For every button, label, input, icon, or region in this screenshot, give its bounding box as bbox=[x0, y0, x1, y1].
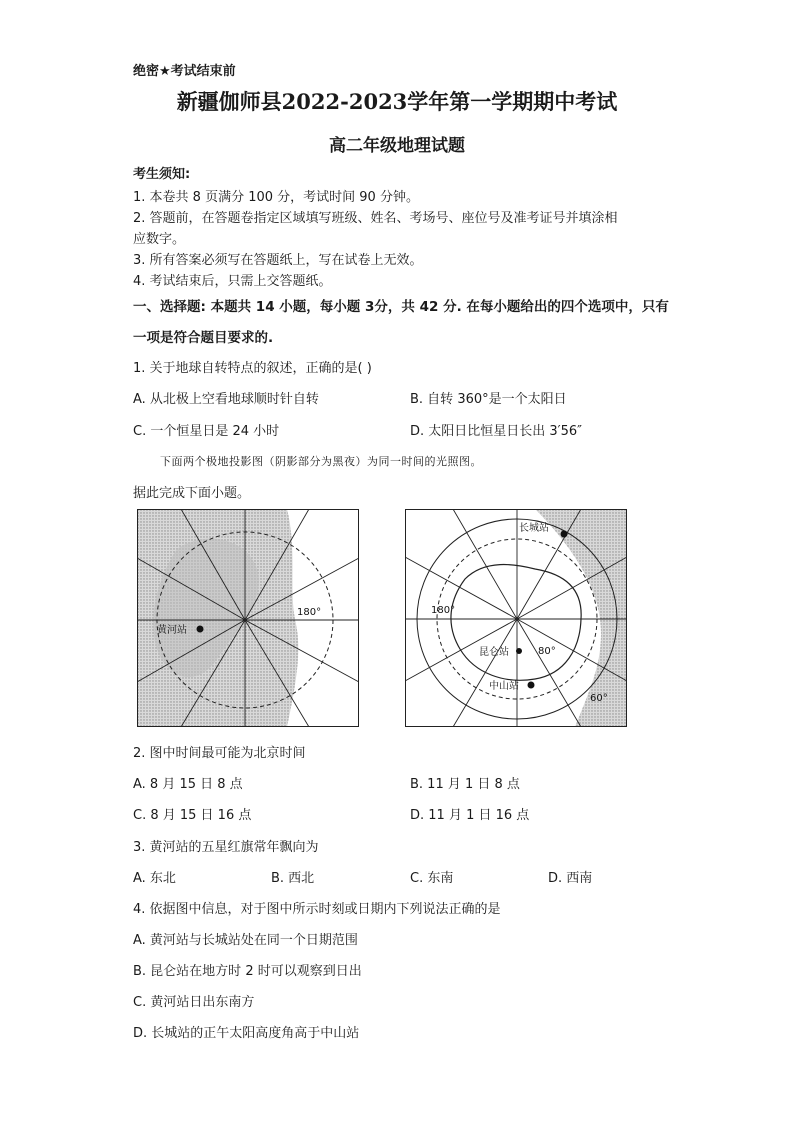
map-label-80: 80° bbox=[538, 646, 556, 657]
q2-option-a: A. 8 月 15 日 8 点 bbox=[133, 777, 243, 792]
map-label-180: 180° bbox=[297, 607, 322, 618]
q1-option-c: C. 一个恒星日是 24 小时 bbox=[133, 424, 280, 439]
station-zhongshan-label: 中山站 bbox=[489, 681, 519, 692]
q1-option-a: A. 从北极上空看地球顺时针自转 bbox=[133, 392, 319, 407]
intro-instruction: 据此完成下面小题。 bbox=[133, 486, 251, 501]
q2-option-c: C. 8 月 15 日 16 点 bbox=[133, 808, 252, 823]
q2-stem: 2. 图中时间最可能为北京时间 bbox=[133, 746, 306, 761]
notice-item: 2. 答题前，在答题卷指定区域填写班级、姓名、考场号、座位号及准考证号并填涂相 bbox=[133, 211, 618, 226]
map-label-180: 180° bbox=[431, 605, 456, 616]
q3-option-d: D. 西南 bbox=[548, 871, 593, 886]
q3-option-b: B. 西北 bbox=[271, 871, 315, 886]
intro-text: 下面两个极地投影图（阴影部分为黑夜）为同一时间的光照图。 bbox=[160, 455, 482, 468]
q3-option-a: A. 东北 bbox=[133, 871, 176, 886]
station-huanghe-marker bbox=[197, 626, 204, 633]
q2-option-d: D. 11 月 1 日 16 点 bbox=[410, 808, 530, 823]
q4-option-c: C. 黄河站日出东南方 bbox=[133, 995, 255, 1010]
section-heading-cont: 一项是符合题目要求的. bbox=[133, 330, 274, 346]
q3-stem: 3. 黄河站的五星红旗常年飘向为 bbox=[133, 840, 319, 855]
notice-heading: 考生须知: bbox=[133, 167, 191, 182]
map-label-60: 60° bbox=[590, 693, 608, 704]
q2-option-b: B. 11 月 1 日 8 点 bbox=[410, 777, 520, 792]
exam-title: 新疆伽师县2022-2023学年第一学期期中考试 bbox=[176, 89, 618, 114]
north-polar-map bbox=[137, 509, 359, 727]
q4-option-b: B. 昆仑站在地方时 2 时可以观察到日出 bbox=[133, 964, 362, 979]
q3-option-c: C. 东南 bbox=[410, 871, 454, 886]
notice-item: 4. 考试结束后，只需上交答题纸。 bbox=[133, 274, 332, 289]
q4-option-d: D. 长城站的正午太阳高度角高于中山站 bbox=[133, 1026, 360, 1041]
notice-item: 1. 本卷共 8 页满分 100 分，考试时间 90 分钟。 bbox=[133, 190, 419, 205]
notice-item: 应数字。 bbox=[133, 232, 186, 247]
station-zhongshan-marker bbox=[528, 682, 535, 689]
section-heading: 一、选择题: 本题共 14 小题，每小题 3分，共 42 分. 在每小题给出的四个选项中，只有 bbox=[133, 299, 669, 315]
south-polar-map bbox=[405, 509, 627, 727]
station-kunlun-marker bbox=[516, 648, 522, 654]
q4-option-a: A. 黄河站与长城站处在同一个日期范围 bbox=[133, 933, 358, 948]
q4-stem: 4. 依据图中信息，对于图中所示时刻或日期内下列说法正确的是 bbox=[133, 902, 501, 917]
notice-item: 3. 所有答案必须写在答题纸上，写在试卷上无效。 bbox=[133, 253, 423, 268]
station-changcheng-label: 长城站 bbox=[519, 523, 549, 534]
station-huanghe-label: 黄河站 bbox=[157, 625, 187, 636]
secret-label: 绝密★考试结束前 bbox=[133, 64, 236, 79]
q1-stem: 1. 关于地球自转特点的叙述，正确的是( ) bbox=[133, 361, 372, 376]
station-changcheng-marker bbox=[561, 531, 568, 538]
station-kunlun-label: 昆仑站 bbox=[479, 647, 509, 658]
exam-subtitle: 高二年级地理试题 bbox=[329, 136, 465, 156]
q1-option-b: B. 自转 360°是一个太阳日 bbox=[410, 392, 567, 407]
q1-option-d: D. 太阳日比恒星日长出 3′56″ bbox=[410, 424, 583, 439]
